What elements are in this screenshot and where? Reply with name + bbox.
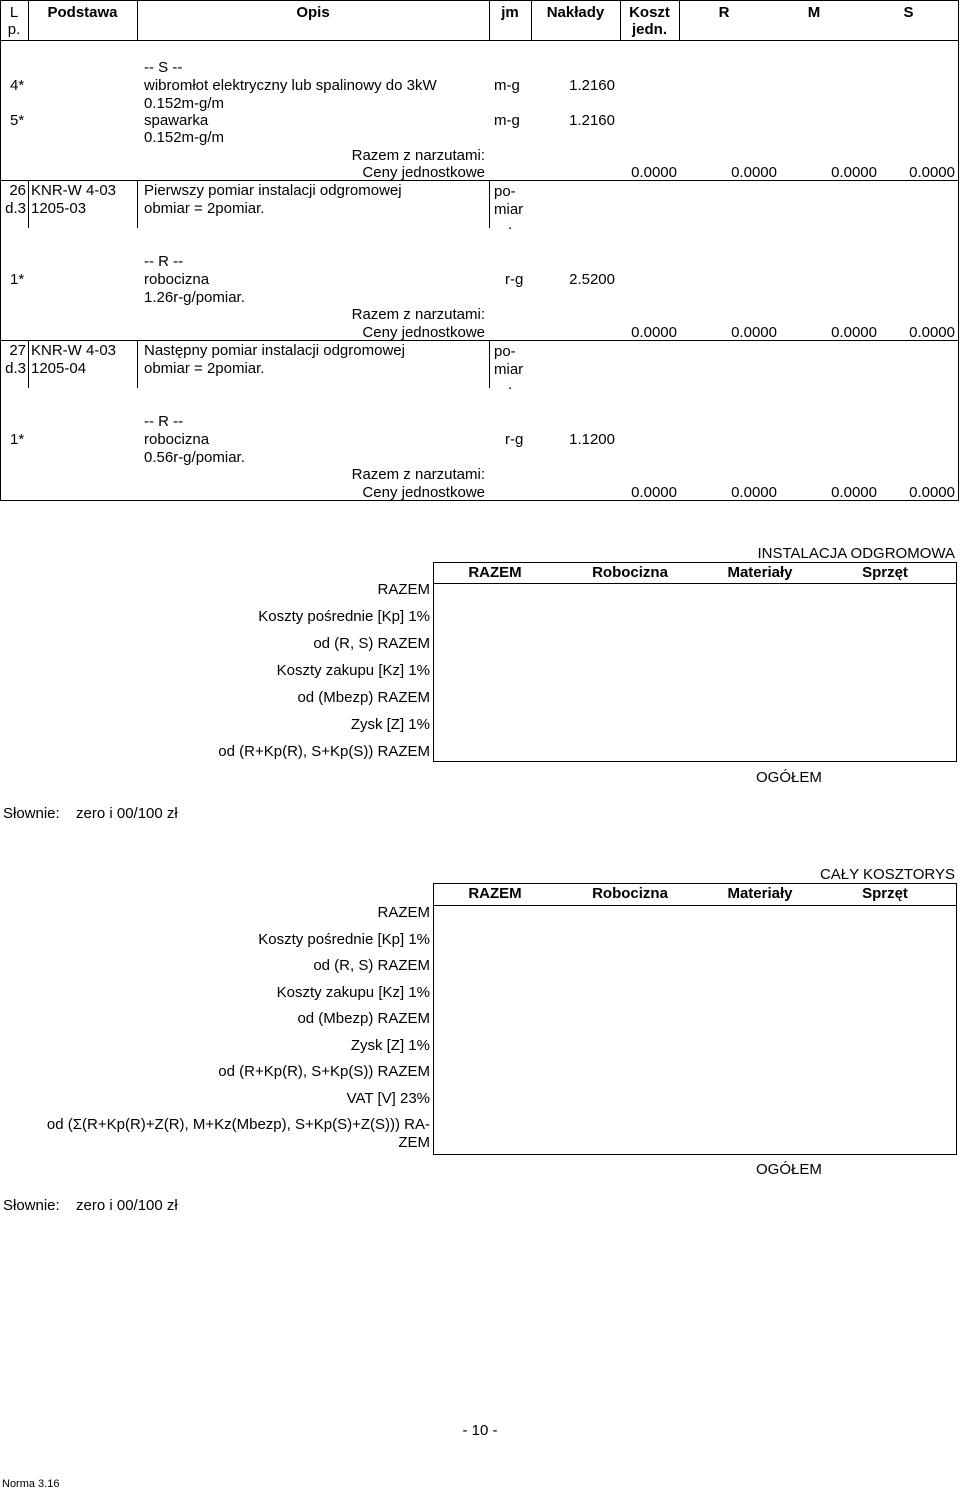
item-desc: robocizna [144, 431, 210, 448]
position-number: 26 [9, 182, 26, 199]
slownie-value: zero i 00/100 zł [76, 1197, 178, 1214]
value-m: 0.0000 [731, 484, 777, 501]
position-number-suffix: d.3 [5, 360, 26, 377]
summary-row: VAT [V] 23% [346, 1090, 430, 1107]
summary-row: od (R+Kp(R), S+Kp(S)) RAZEM [218, 743, 430, 760]
col-robocizna: Robocizna [592, 564, 668, 581]
summary-row-last-cont: ZEM [398, 1134, 430, 1151]
value-m: 0.0000 [731, 324, 777, 341]
position-number: 27 [9, 342, 26, 359]
col-robocizna: Robocizna [592, 885, 668, 902]
summary-row: od (Mbezp) RAZEM [297, 689, 430, 706]
item-norm: 0.152m-g/m [144, 95, 225, 112]
value-m: 0.0000 [731, 164, 777, 181]
col-razem: RAZEM [468, 885, 522, 902]
summary-row: Zysk [Z] 1% [350, 1037, 430, 1054]
item-norm: 1.26r-g/pomiar. [144, 289, 245, 306]
header-lp: L p. [7, 4, 21, 38]
base-code: KNR-W 4-03 [31, 182, 117, 199]
page-number: - 10 - [462, 1422, 498, 1439]
header-m: M [807, 4, 821, 21]
item-lp: 5* [10, 112, 25, 129]
razem-label: Razem z narzutami: [351, 466, 485, 483]
item-norm: 0.56r-g/pomiar. [144, 449, 245, 466]
razem-label: Razem z narzutami: [351, 147, 485, 164]
item-jm: m-g [494, 112, 520, 129]
header-opis: Opis [296, 4, 330, 21]
value-r: 0.0000 [631, 164, 677, 181]
software-version: Norma 3.16 [2, 1478, 60, 1490]
header-naklady: Nakłady [546, 4, 605, 21]
position-title: Następny pomiar instalacji odgromowej [144, 342, 405, 359]
summary-row-last: od (Σ(R+Kp(R)+Z(R), M+Kz(Mbezp), S+Kp(S)+Z(S))) RA- [46, 1116, 430, 1133]
col-sprzet: Sprzęt [862, 564, 908, 581]
header-jm: jm [501, 4, 519, 21]
item-desc: spawarka [144, 112, 209, 129]
summary-row: RAZEM [377, 581, 430, 598]
value-total: 0.0000 [909, 484, 955, 501]
summary-row: Koszty zakupu [Kz] 1% [276, 662, 430, 679]
item-desc: robocizna [144, 271, 210, 288]
col-razem: RAZEM [468, 564, 522, 581]
value-s: 0.0000 [831, 484, 877, 501]
summary-row: Koszty zakupu [Kz] 1% [276, 984, 430, 1001]
section-label: -- R -- [144, 413, 184, 430]
col-sprzet: Sprzęt [862, 885, 908, 902]
header-koszt: Koszt jedn. [629, 4, 670, 38]
base-code-number: 1205-04 [31, 360, 87, 377]
section-label: -- S -- [144, 59, 183, 76]
summary-row: od (R, S) RAZEM [313, 957, 430, 974]
summary-title: CAŁY KOSZTORYS [819, 866, 955, 883]
value-r: 0.0000 [631, 324, 677, 341]
item-norm: 0.152m-g/m [144, 129, 225, 146]
ceny-label: Ceny jednostkowe [362, 484, 485, 501]
value-total: 0.0000 [909, 164, 955, 181]
position-title: Pierwszy pomiar instalacji odgromowej [144, 182, 402, 199]
obmiar: obmiar = 2pomiar. [144, 200, 265, 217]
header-podstawa: Podstawa [47, 4, 118, 21]
item-value: 1.2160 [569, 77, 615, 94]
item-jm: r-g [505, 431, 524, 448]
slownie-value: zero i 00/100 zł [76, 805, 178, 822]
item-jm: r-g [505, 271, 524, 288]
summary-row: od (Mbezp) RAZEM [297, 1010, 430, 1027]
razem-label: Razem z narzutami: [351, 306, 485, 323]
ogolem-label: OGÓŁEM [756, 1161, 822, 1178]
summary-title: INSTALACJA ODGROMOWA [757, 545, 955, 562]
summary-row: Koszty pośrednie [Kp] 1% [258, 608, 430, 625]
item-lp: 1* [10, 431, 25, 448]
unit-2: miar [494, 361, 524, 378]
ceny-label: Ceny jednostkowe [362, 324, 485, 341]
item-desc: wibromłot elektryczny lub spalinowy do 3kW [144, 77, 437, 94]
slownie-label: Słownie: [3, 805, 60, 822]
obmiar: obmiar = 2pomiar. [144, 360, 265, 377]
item-jm: m-g [494, 77, 520, 94]
value-r: 0.0000 [631, 484, 677, 501]
unit-3: . [508, 376, 513, 393]
unit-3: . [508, 216, 513, 233]
summary-row: RAZEM [377, 904, 430, 921]
value-s: 0.0000 [831, 164, 877, 181]
item-value: 2.5200 [569, 271, 615, 288]
ceny-label: Ceny jednostkowe [362, 164, 485, 181]
item-lp: 4* [10, 77, 25, 94]
base-code: KNR-W 4-03 [31, 342, 117, 359]
item-value: 1.1200 [569, 431, 615, 448]
value-total: 0.0000 [909, 324, 955, 341]
header-s: S [903, 4, 914, 21]
item-lp: 1* [10, 271, 25, 288]
unit-1: po- [494, 183, 516, 200]
col-materialy: Materiały [727, 564, 793, 581]
unit-1: po- [494, 343, 516, 360]
summary-row: od (R, S) RAZEM [313, 635, 430, 652]
slownie-label: Słownie: [3, 1197, 60, 1214]
item-value: 1.2160 [569, 112, 615, 129]
section-label: -- R -- [144, 253, 184, 270]
header-r: R [718, 4, 730, 21]
position-number-suffix: d.3 [5, 200, 26, 217]
summary-row: Koszty pośrednie [Kp] 1% [258, 931, 430, 948]
summary-row: od (R+Kp(R), S+Kp(S)) RAZEM [218, 1063, 430, 1080]
col-materialy: Materiały [727, 885, 793, 902]
value-s: 0.0000 [831, 324, 877, 341]
unit-2: miar [494, 201, 524, 218]
base-code-number: 1205-03 [31, 200, 87, 217]
summary-row: Zysk [Z] 1% [350, 716, 430, 733]
ogolem-label: OGÓŁEM [756, 769, 822, 786]
